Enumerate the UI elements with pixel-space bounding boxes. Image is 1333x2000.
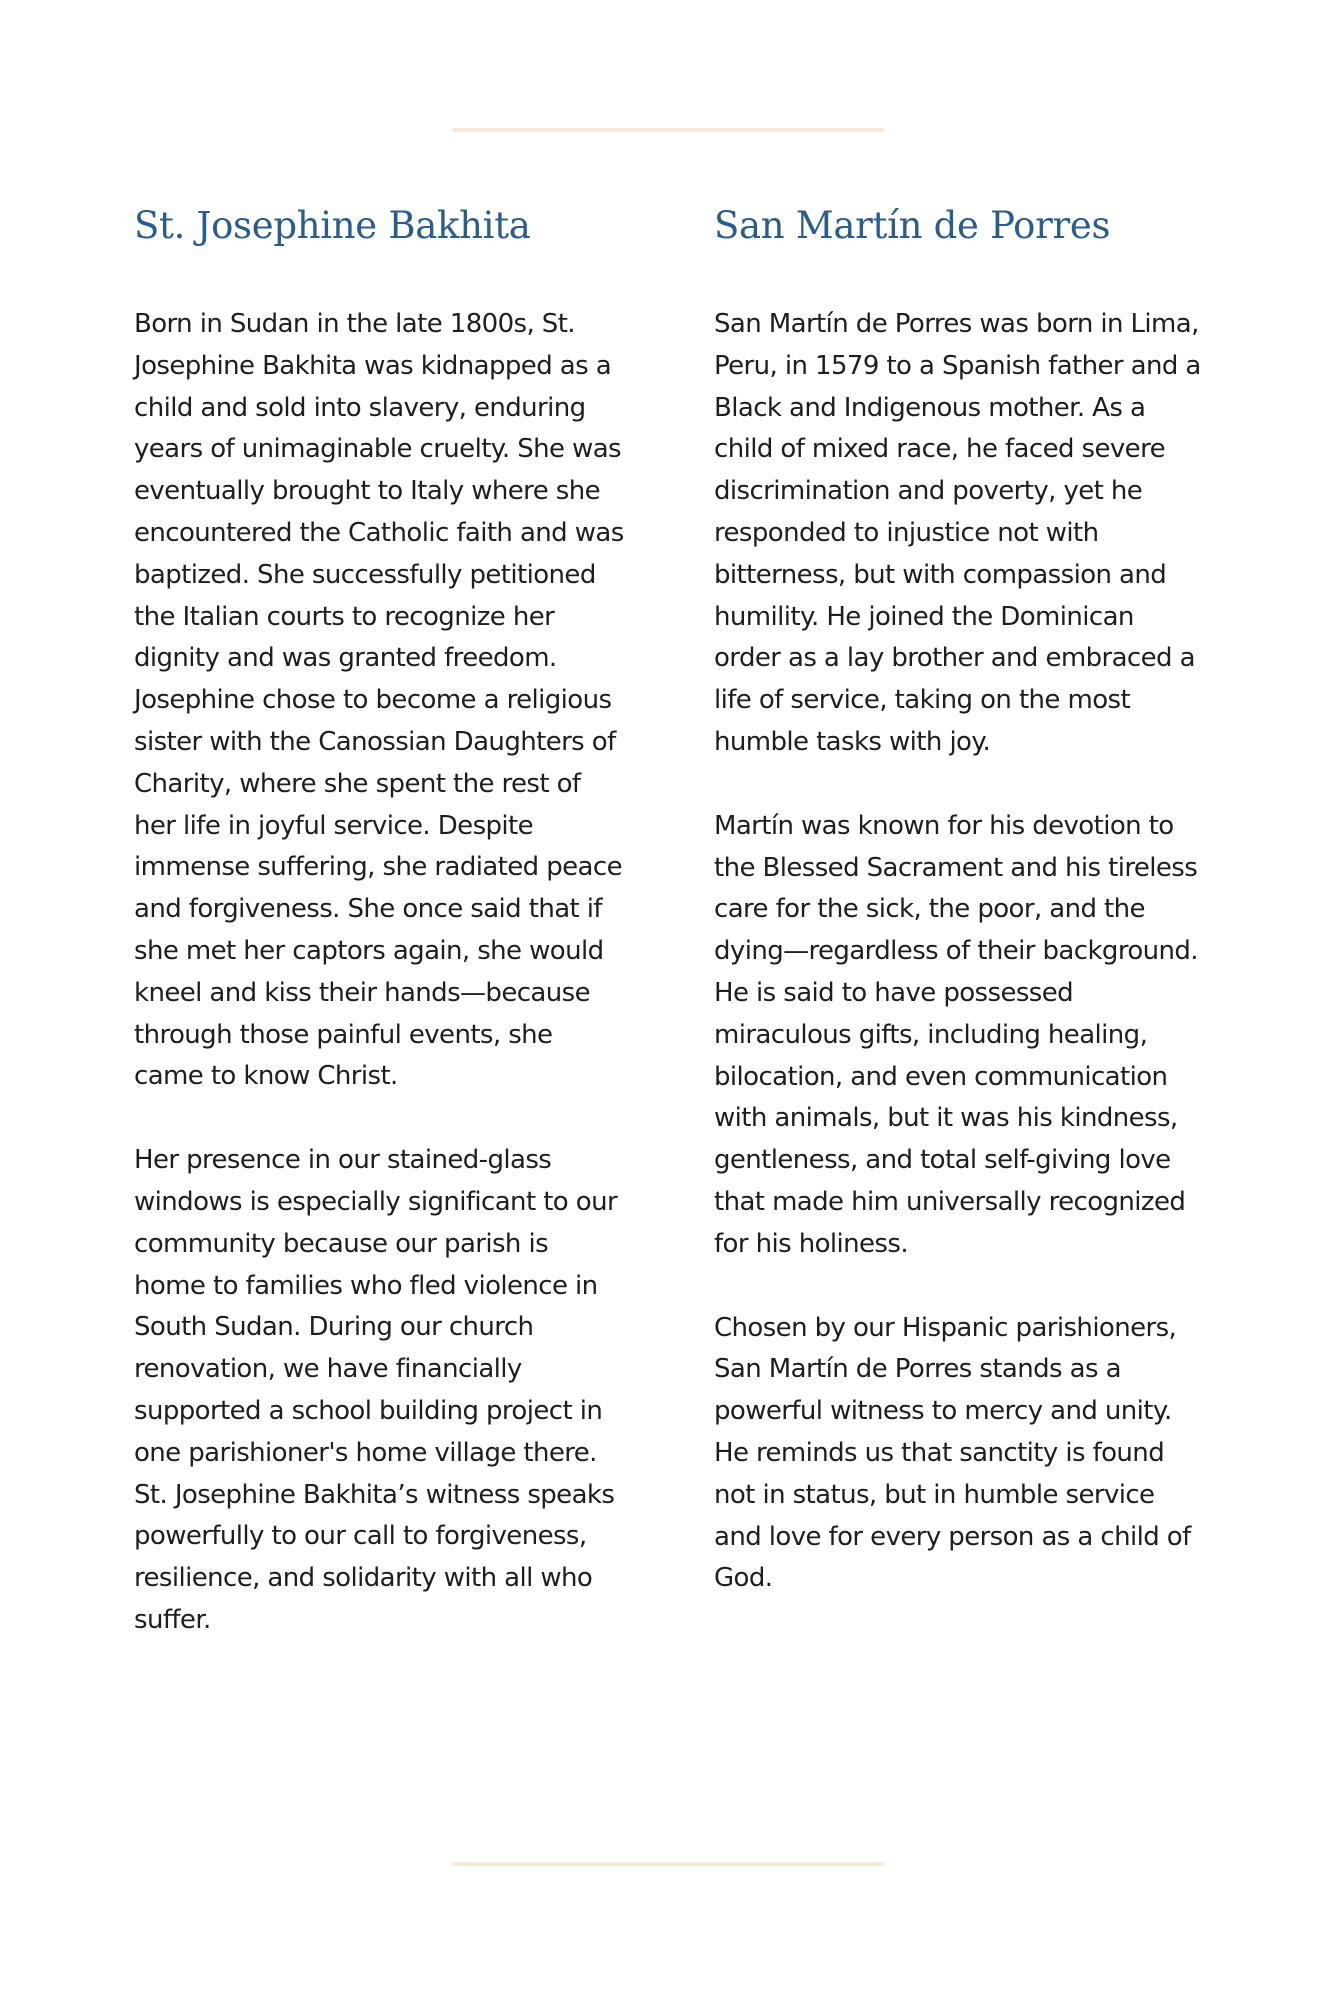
top-divider bbox=[452, 128, 884, 132]
porres-paragraph-3: Chosen by our Hispanic parishioners, San Martín de Porres stands as a powerful witness to mercy and unity. He reminds us that sanctity is found not in status, but in humble service and love for every person as a child of God. bbox=[714, 1312, 1191, 1594]
bakhita-title: St. Josephine Bakhita bbox=[134, 204, 531, 247]
bakhita-paragraph-1: Born in Sudan in the late 1800s, St. Josephine Bakhita was kidnapped as a child and sold into slavery, enduring years of unimaginable cruelty. She was eventually brought to Italy where she encountered the Catholic faith and was baptized. She successfully petitioned the Italian courts to recognize her dignity and was granted freedom. Josephine chose to become a religious sister with the Canossian Daughters of Charity, where she spent the rest of her life in joyful service. Despite immense suffering, she radiated peace and forgiveness. She once said that if she met her captors again, she would kneel and kiss their hands—because through those painful events, she came to know Christ. bbox=[134, 309, 624, 1092]
bakhita-paragraph-2: Her presence in our stained-glass windows is especially significant to our community because our parish is home to families who fled violence in South Sudan. During our church renovation, we have financially supported a school building project in one parishioner's home village there. St. Josephine Bakhita’s witness speaks powerfully to our call to forgiveness, resilience, and solidarity with all who suffer. bbox=[134, 1145, 618, 1635]
porres-paragraph-2: Martín was known for his devotion to the Blessed Sacrament and his tireless care for the sick, the poor, and the dying—regardless of their background. He is said to have possessed miraculous gifts, including healing, bilocation, and even communication with animals, but it was his kindness, gentleness, and total self-giving love that made him universally recognized for his holiness. bbox=[714, 810, 1198, 1259]
bakhita-column bbox=[134, 196, 624, 1684]
porres-title: San Martín de Porres bbox=[714, 204, 1111, 247]
porres-paragraph-1: San Martín de Porres was born in Lima, Peru, in 1579 to a Spanish father and a Black and Indigenous mother. As a child of mixed race, he faced severe discrimination and poverty, yet he responded to injustice not with bitterness, but with compassion and humility. He joined the Dominican order as a lay brother and embraced a life of service, taking on the most humble tasks with joy. bbox=[714, 309, 1201, 757]
porres-column bbox=[714, 196, 1204, 1642]
bottom-divider bbox=[452, 1862, 884, 1866]
